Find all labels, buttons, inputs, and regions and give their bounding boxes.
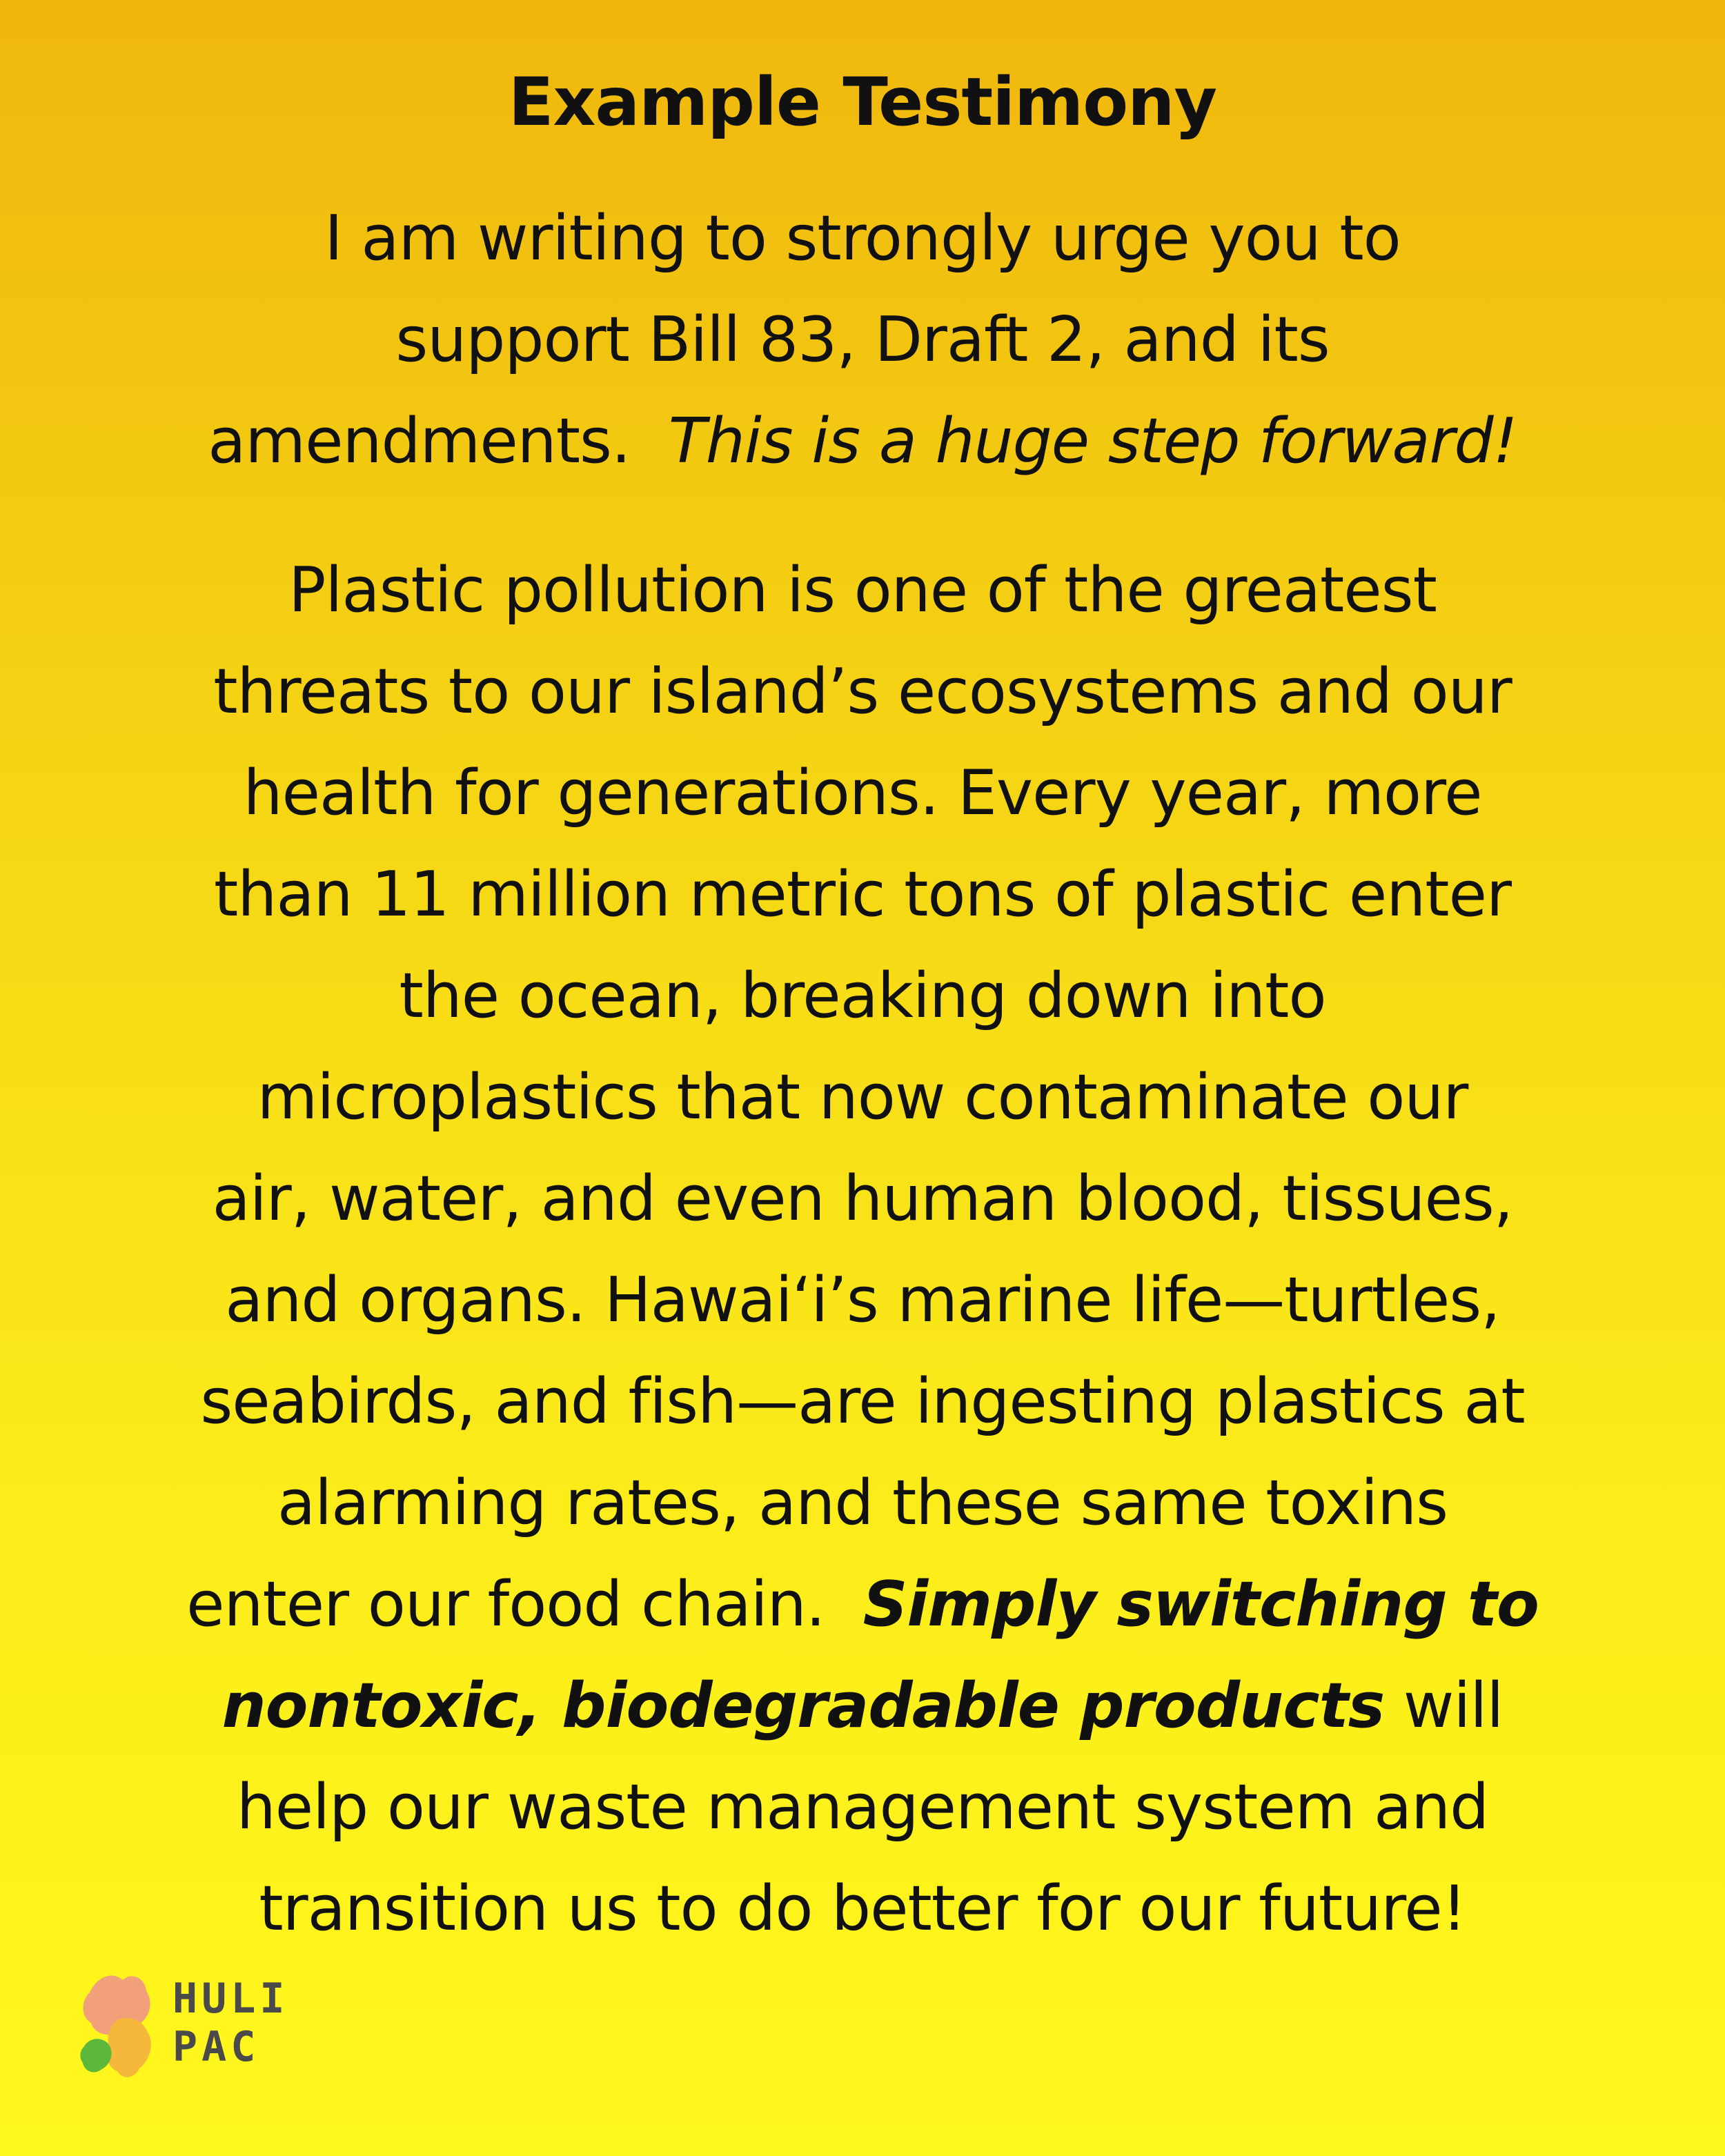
intro-line-3-text: amendments. [208, 405, 669, 477]
body-paragraph [0, 540, 1725, 1959]
intro-line-3 [0, 390, 1725, 492]
page-title: Example Testimony [508, 63, 1217, 141]
body-line-12-text: will [1384, 1670, 1504, 1742]
body-line-5: the ocean, breaking down into [399, 960, 1326, 1032]
body-line-6: microplastics that now contaminate our [257, 1061, 1468, 1134]
body-line-1: Plastic pollution is one of the greatest [288, 554, 1437, 626]
body-emphasis-start: Simply switching to [862, 1568, 1539, 1641]
intro-line-1: I am writing to strongly urge you to [324, 202, 1401, 275]
body-line-3: health for generations. Every year, more [243, 757, 1482, 829]
body-line-14: transition us to do better for our future! [259, 1872, 1466, 1945]
body-line-8: and organs. Hawai‘i’s marine life—turtles, [225, 1264, 1500, 1336]
intro-paragraph [0, 188, 1725, 492]
logo-line-2: PAC [172, 2023, 260, 2071]
body-line-11 [0, 1554, 1725, 1655]
body-line-9: seabirds, and fish—are ingesting plastics at [200, 1365, 1525, 1438]
body-line-2: threats to our island’s ecosystems and our [213, 655, 1512, 728]
logo-text [172, 1975, 289, 2071]
body-line-11-text: enter our food chain. [186, 1568, 863, 1641]
huli-pac-logo [69, 1965, 297, 2089]
body-line-4: than 11 million metric tons of plastic enter [214, 858, 1511, 931]
hawaiian-islands-icon [69, 1965, 166, 2082]
intro-emphasis: This is a huge step forward! [668, 405, 1517, 477]
body-line-12 [0, 1655, 1725, 1757]
logo-line-1: HULI [172, 1975, 289, 2023]
body-line-7: air, water, and even human blood, tissues, [212, 1163, 1513, 1235]
intro-line-2: support Bill 83, Draft 2, and its [395, 304, 1330, 376]
body-line-10: alarming rates, and these same toxins [277, 1467, 1448, 1539]
body-emphasis-end: nontoxic, biodegradable products [221, 1670, 1385, 1742]
body-line-13: help our waste management system and [236, 1771, 1489, 1843]
